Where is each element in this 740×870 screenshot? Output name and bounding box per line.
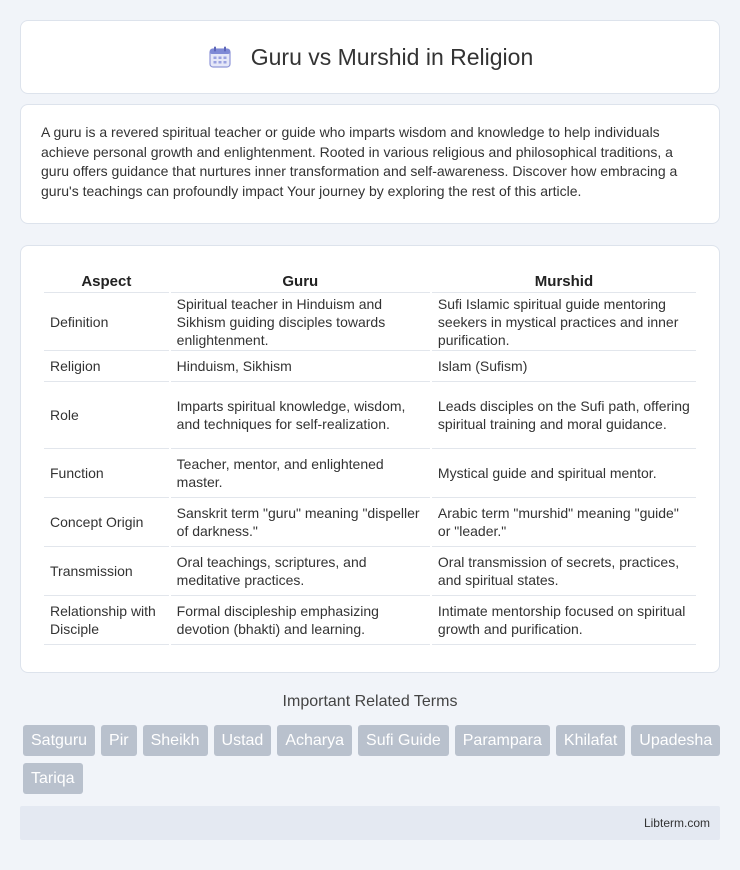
table-row [44, 547, 696, 596]
title-wrap [207, 44, 534, 71]
table-header-row [44, 266, 696, 293]
row-aspect: Function [44, 449, 169, 498]
related-terms-heading: Important Related Terms [282, 693, 458, 710]
tag-satguru[interactable]: Satguru [23, 725, 95, 756]
calendar-icon [207, 44, 233, 70]
row-aspect: Relationship with Disciple [44, 596, 169, 645]
comparison-card [20, 245, 720, 673]
header-guru: Guru [171, 266, 430, 293]
row-murshid: Intimate mentorship focused on spiritual growth and purification. [432, 596, 696, 645]
table-row [44, 596, 696, 645]
header-card [20, 20, 720, 94]
row-murshid: Leads disciples on the Sufi path, offering spiritual training and moral guidance. [432, 382, 696, 449]
row-murshid: Mystical guide and spiritual mentor. [432, 449, 696, 498]
row-aspect: Religion [44, 351, 169, 382]
footer-site-link[interactable]: Libterm.com [643, 816, 710, 830]
tag-tariqa[interactable]: Tariqa [23, 763, 83, 794]
row-aspect: Transmission [44, 547, 169, 596]
row-aspect: Concept Origin [44, 498, 169, 547]
row-guru: Hinduism, Sikhism [171, 351, 430, 382]
tag-khilafat[interactable]: Khilafat [556, 725, 625, 756]
table-row [44, 293, 696, 351]
row-guru: Teacher, mentor, and enlightened master. [171, 449, 430, 498]
table-row [44, 351, 696, 382]
intro-text: A guru is a revered spiritual teacher or guide who imparts wisdom and knowledge to help individuals achieve personal growth and enlightenment. Rooted in various religious and philosophical traditions, a guru offers guidance that nurtures inner transformation and self-awareness. Discover how embracing a guru's teachings can profoundly impact Your journey by exploring the rest of this article. [41, 124, 678, 199]
row-murshid: Oral transmission of secrets, practices, and spiritual states. [432, 547, 696, 596]
row-murshid: Sufi Islamic spiritual guide mentoring seekers in mystical practices and inner purification. [432, 293, 696, 351]
tag-sheikh[interactable]: Sheikh [143, 725, 208, 756]
related-tags [23, 725, 723, 794]
header-murshid: Murshid [432, 266, 696, 293]
tag-sufi-guide[interactable]: Sufi Guide [358, 725, 449, 756]
row-guru: Spiritual teacher in Hinduism and Sikhism guiding disciples towards enlightenment. [171, 293, 430, 351]
footer [20, 806, 720, 840]
row-murshid: Arabic term "murshid" meaning "guide" or "leader." [432, 498, 696, 547]
tag-acharya[interactable]: Acharya [277, 725, 352, 756]
tag-upadesha[interactable]: Upadesha [631, 725, 720, 756]
row-guru: Formal discipleship emphasizing devotion (bhakti) and learning. [171, 596, 430, 645]
tag-parampara[interactable]: Parampara [455, 725, 550, 756]
table-row [44, 498, 696, 547]
intro-card [20, 104, 720, 224]
page-title: Guru vs Murshid in Religion [250, 43, 534, 70]
row-aspect: Definition [44, 293, 169, 351]
tag-ustad[interactable]: Ustad [214, 725, 272, 756]
row-murshid: Islam (Sufism) [432, 351, 696, 382]
comparison-table [42, 266, 698, 645]
tag-pir[interactable]: Pir [101, 725, 137, 756]
row-guru: Sanskrit term "guru" meaning "dispeller of darkness." [171, 498, 430, 547]
table-row [44, 382, 696, 449]
row-guru: Imparts spiritual knowledge, wisdom, and techniques for self-realization. [171, 382, 430, 449]
row-aspect: Role [44, 382, 169, 449]
row-guru: Oral teachings, scriptures, and meditative practices. [171, 547, 430, 596]
header-aspect: Aspect [44, 266, 169, 293]
table-row [44, 449, 696, 498]
